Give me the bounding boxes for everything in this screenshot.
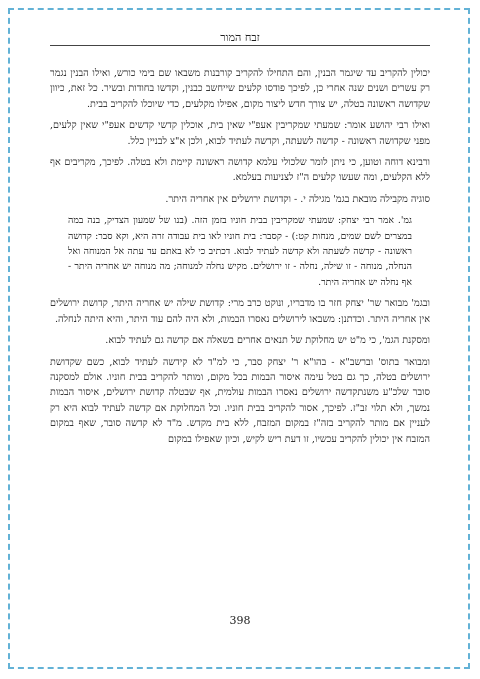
paragraph: יכולין להקריב עד שיגמר הבנין, והם התחילו להקריב קורבנות משבאו שם בימי כורש, ואילו הבנין נגמר רק עשרים ושנים שנה אחרי כן, לפיכך פודסו קלעים שייחשב כבנין, וקדשו בחודות ובשיר. כל זאת, כיוון שקדושה ראשונה בטלה, יש צורך חדש ליצור מקום, אפילו מקלעים, כדי שיוכלו להקריב בבית. [50, 68, 430, 110]
paragraph: ורבינא דוחה וטוען, כי ניתן לומר שלכולי עלמא קדושה ראשונה קיימת ולא בטלה. לפיכך, מקריבים אף ללא הקלעים, ומה שעשו קלעים ה"ז לצניעות בעלמא. [50, 157, 430, 184]
running-header-title: זבח המור [220, 31, 260, 44]
paragraph: ומסקנת הגמ', כי מ"ט יש מחלוקת של תנאים אחרים בשאלה אם קדשה גם לעתיד לבוא. [105, 335, 430, 347]
paragraph: ומבואר בתוס' וברשב"א - בהו"א ר' יצחק סבר, כי למ"ד לא קידשה לעתיד לבוא, כשם שקדושת ירושלים בטלה, כך גם בטל עימה איסור הבמות בכל מקום, ומותר להקריב בבית חוניו. אולם למסקנה סובר שלכ"ע משנתקדשה ירושלים נאסרו הבמות עולמית, אף שבטלה קדושת ירושלים, איסור הבמות נמשך, ולא תלוי זב"ז. לפיכך, אסור להקריב בבית חוניו. וכל המחלוקת אם קדשה לעתיד לבוא היא רק לעניין אם מותר להקריב בזה"ז במקום המזבח, ללא בית מקדש. מ"ד לא קדשה סובר, שאף במקום המזבח אין יכולין להקריב עכשיו, זו דעת ריש לקיש, וכיון שאפילו במקום [50, 356, 430, 445]
gemara-quote: גמ'. אמר רבי יצחק: שמעתי שמקריבין בבית חוניו בזמן הזה. (בנו של שמעון הצדיק, בנה במה במצרים לשם שמים, מנחות קט:) - קסבר: בית חוניו לאו בית עבודה זרה היא, וקא סבר: קדושה ראשונה - קדשה לשעתה ולא קדשה לעתיד לבוא. דכתיב כי לא באתם עד עתה אל המנוחה ואל הנחלה, מנוחה - זו שילה, נחלה - זו ירושלים. מקיש נחלה למנוחה; מה מנוחה יש אחריה היתר - אף נחלה יש אחריה היתר. [68, 215, 412, 288]
running-header [50, 26, 430, 47]
paragraph: ובגמ' מבואר שר' יצחק חזר בו מדבריו, ונוקט כרב מרי: קדושת שילה יש אחריה היתר, קדושת ירושלים אין אחריה היתר. וכדתנן: משבאו לירושלים נאסרו הבמות, ולא היה להם עוד היתר, והיא היתה לנחלה. [50, 298, 430, 325]
paragraph: ואילו רבי יהושע אומר: שמעתי שמקריבין אעפ"י שאין בית, אוכלין קדשי קדשים אעפ"י שאין קלעים, מפני שקדושה ראשונה - קדשה לשעתה, וקדשה לעתיד לבוא, ולכן א"צ לבניין כלל. [50, 120, 430, 147]
page-body [50, 66, 430, 453]
header-rule [50, 45, 430, 46]
paragraph: סוגיה מקבילה מובאת בגמ' מגילה י. - וקדושת ירושלים אין אחריה היתר. [165, 193, 430, 205]
page-number: 398 [229, 614, 251, 627]
